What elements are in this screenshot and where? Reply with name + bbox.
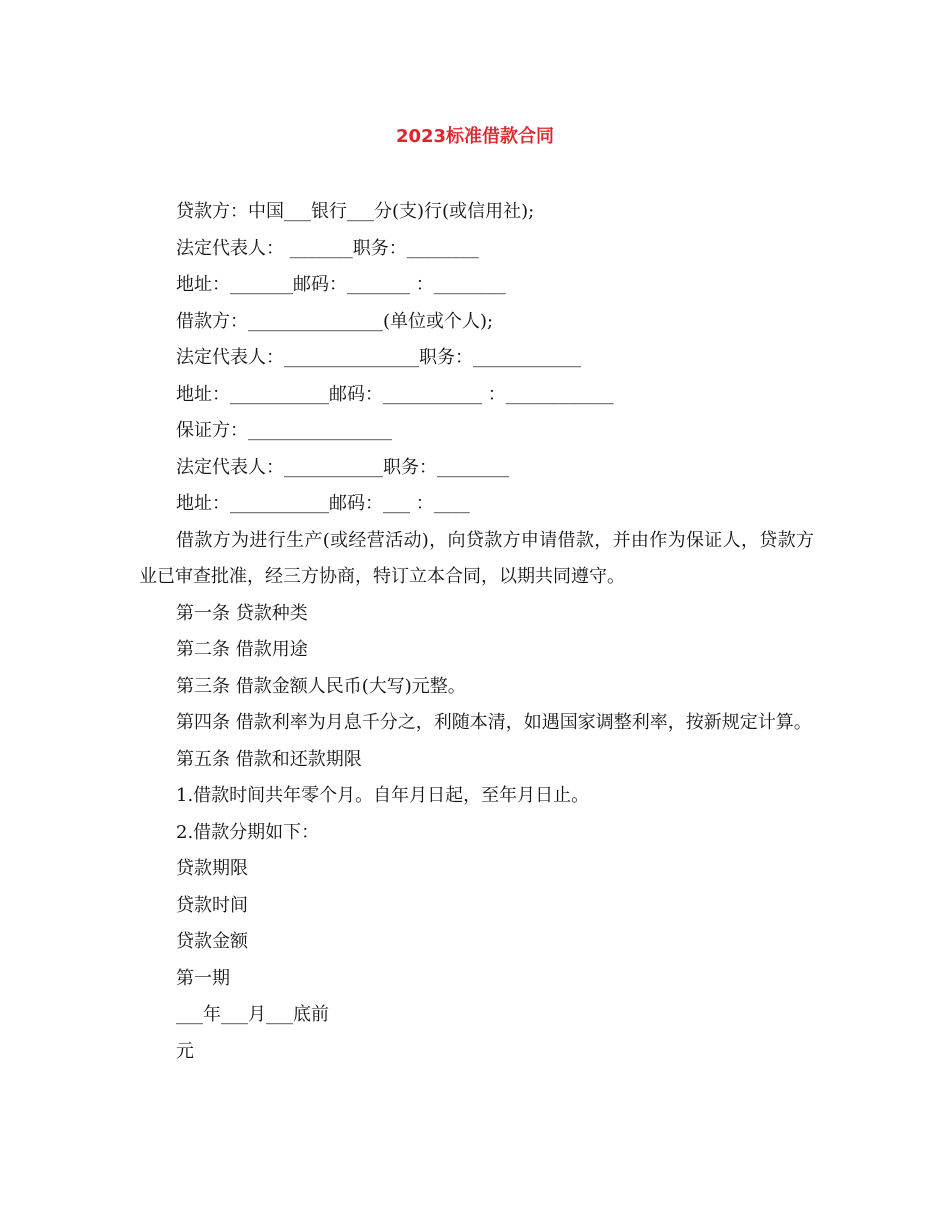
borrower-address: 地址：___________邮码：___________ ：____________: [176, 383, 614, 405]
article-5-item-1: 1.借款时间共年零个月。自年月日起，至年月日止。: [176, 785, 590, 806]
lender-address: 地址：_______邮码：_______ ：________: [176, 274, 506, 295]
schedule-header-time: 贷款时间: [176, 894, 248, 916]
article-2: 第二条 借款用途: [176, 639, 308, 660]
guarantor-representative: 法定代表人：___________职务：________: [176, 456, 509, 478]
intro-paragraph: 借款方为进行生产(或经营活动)，向贷款方申请借款，并由作为保证人，贷款方业已审查批准，经三方协商，特订立本合同，以期共同遵守。: [139, 529, 814, 587]
borrower-line: 借款方：_______________(单位或个人);: [176, 310, 494, 332]
schedule-header-amount: 贷款金额: [176, 931, 248, 952]
lender-representative: 法定代表人： _______职务：________: [176, 237, 479, 259]
guarantor-line: 保证方：________________: [176, 420, 392, 441]
schedule-row1-amount: 元: [176, 1040, 194, 1062]
article-4: 第四条 借款利率为月息千分之，利随本清，如遇国家调整利率，按新规定计算。: [176, 712, 812, 733]
borrower-representative: 法定代表人：_______________职务：____________: [176, 347, 581, 368]
article-5: 第五条 借款和还款期限: [176, 748, 362, 770]
article-3: 第三条 借款金额人民币(大写)元整。: [176, 675, 466, 697]
contract-body: [139, 194, 814, 1070]
schedule-row1-period: 第一期: [176, 967, 230, 989]
schedule-header-period: 贷款期限: [176, 858, 248, 879]
lender-line: 贷款方：中国___银行___分(支)行(或信用社);: [176, 201, 535, 222]
contract-title: 2023标准借款合同: [395, 126, 555, 147]
guarantor-address: 地址：___________邮码：___ ：____: [176, 493, 470, 514]
schedule-row1-time: ___年___月___底前: [176, 1004, 329, 1025]
article-5-item-2: 2.借款分期如下：: [176, 821, 320, 843]
article-1: 第一条 贷款种类: [176, 602, 308, 624]
